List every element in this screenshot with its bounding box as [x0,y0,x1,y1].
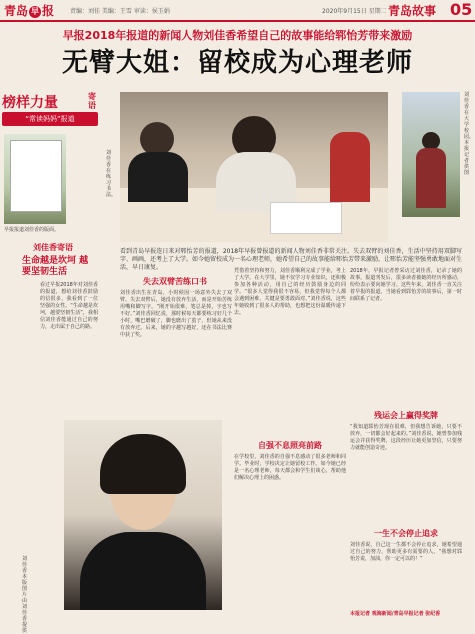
badge-side-label: 寄语 [88,92,96,110]
left-photo-credit: 刘佳香 本版图片由刘佳香提供 [22,556,28,634]
left-column-label: 刘佳香寄语 [33,243,73,252]
main-headline: 无臂大姐：留校成为心理老师 [61,48,413,78]
badge-subtitle: “常读妈妈”报道 [2,112,98,126]
page-number: 05 [450,0,473,19]
calligraphy-photo [120,92,388,242]
bystander-body-image [128,152,188,202]
section-text-2: 凭借着坚持和努力，刘佳香顺利完成了学业，考上了大学。在大学里，她不仅学习专业知识，还积极参加各种活动，用自己的经历鼓励身边的同学。“很多人觉得我很不容易，但我觉得每个人都会遇到困难，关键是要勇敢面对。”刘佳香说，这些年她收到了很多人的帮助，也想把这份温暖传递下去。 [234,268,346,316]
badge-title: 榜样力量 [2,95,58,111]
section-text-4: 2018年，早报记者曾采访过刘佳香，记录了她的故事。报道刊发后，很多读者被她的经历所感动，纷纷表示要向她学习。这些年来，刘佳香一直关注着早报的报道，当她看到郓怡芳的故事后，第一时间联系了记者。 [350,268,462,302]
section-text-1: 刘佳香出生在青岛，小时候因一场意外失去了双臂。失去双臂后，她没有放弃生活，而是开始苦练用嘴和脚写字。“刚开始很难，笔总是掉，字也写不好。”刘佳香回忆说，那时候每天都要练习好几个小时，嘴巴磨破了，脚也磨出了茧子，但她从来没有放弃过。后来，她的字越写越好，还在书法比赛中获了奖。 [120,290,232,338]
section-text-5: “我知道郓怡芳现在很难，但我想告诉她，只要不放弃，一切都会好起来的。”刘佳香说，她曾参加残运会并获得奖牌，这段经历让她更加坚信，只要努力就能创造奇迹。 [350,424,462,451]
main-photo-caption: 刘佳香在练习书法。 [106,150,117,198]
section-heading-3: 自强不息照亮前路 [258,441,322,450]
section-text-3: 在学校里，刘佳香的自强不息感动了很多老师和同学。毕业时，学校决定让她留校工作。如今她已经是一名心理老师，每天都会和学生们谈心，帮助他们解决心理上的困惑。 [234,454,346,481]
kicker-headline: 早报2018年报道的新闻人物刘佳香希望自己的故事能给郓怡芳带来激励 [62,29,413,42]
newspaper-clipping-photo [4,134,66,224]
campus-photo [402,92,460,217]
right-photo-caption: 刘佳香在大学校园。本报记者 供图 [464,92,475,176]
clipping-page-image [10,140,62,212]
left-column-text: 看过早报2018年对刘佳香的报道，想给刘佳香鼓励的信很多，我看到了一位坚强的女性。“生命越是坎坷，越要坚韧生活”，我相信刘佳香能通过自己的努力，走出属于自己的路。 [40,282,98,330]
portrait-body-image [80,532,206,610]
newspaper-logo: 青岛 早 报 [4,4,55,18]
section-text-6: 刘佳香说，自己这一生都不会停止追求，她希望通过自己的努力，帮助更多有需要的人。“我想对郓怡芳说，加油，你一定可以的！” [350,542,462,562]
footer-credit: 本报记者 观海新闻/青岛早报记者 张纪香 [350,611,441,617]
portrait-hair-image [100,434,186,494]
left-column-heading: 生命越是坎坷 越要坚韧生活 [22,256,89,277]
bystander-red-image [330,132,370,202]
editor-credits: 责编：刘佳 美编：王雪 审读：侯玉娟 [70,8,170,15]
intro-paragraph: 看到青岛早报连日来对郓怡芳的报道，2018年早报曾报道的新闻人物刘佳香非常关注。失去双臂的刘佳香，生活中坚持用双脚写字、画画，还考上了大学。如今她留校成为一名心理老师，她希望自己的故事能给郓怡芳带来激励，让郓怡芳能坚强勇敢地面对生活，早日康复。 [120,248,463,271]
section-heading-5: 残运会上赢得奖牌 [374,411,438,420]
section-heading-1: 失去双臂苦练口书 [143,277,207,286]
bystander-head-image [140,122,174,156]
campus-person-body-image [416,148,446,208]
portrait-photo [64,420,222,610]
calligraphy-paper-image [270,202,342,234]
logo-ring-icon: 早 [31,6,40,16]
section-name: 青岛故事 [388,4,437,18]
small-photo-caption: 早报报道刘佳香的版面。 [4,227,60,233]
section-heading-6: 一生不会停止追求 [374,529,438,538]
issue-date: 2020年9月15日 星期二 [322,8,387,15]
